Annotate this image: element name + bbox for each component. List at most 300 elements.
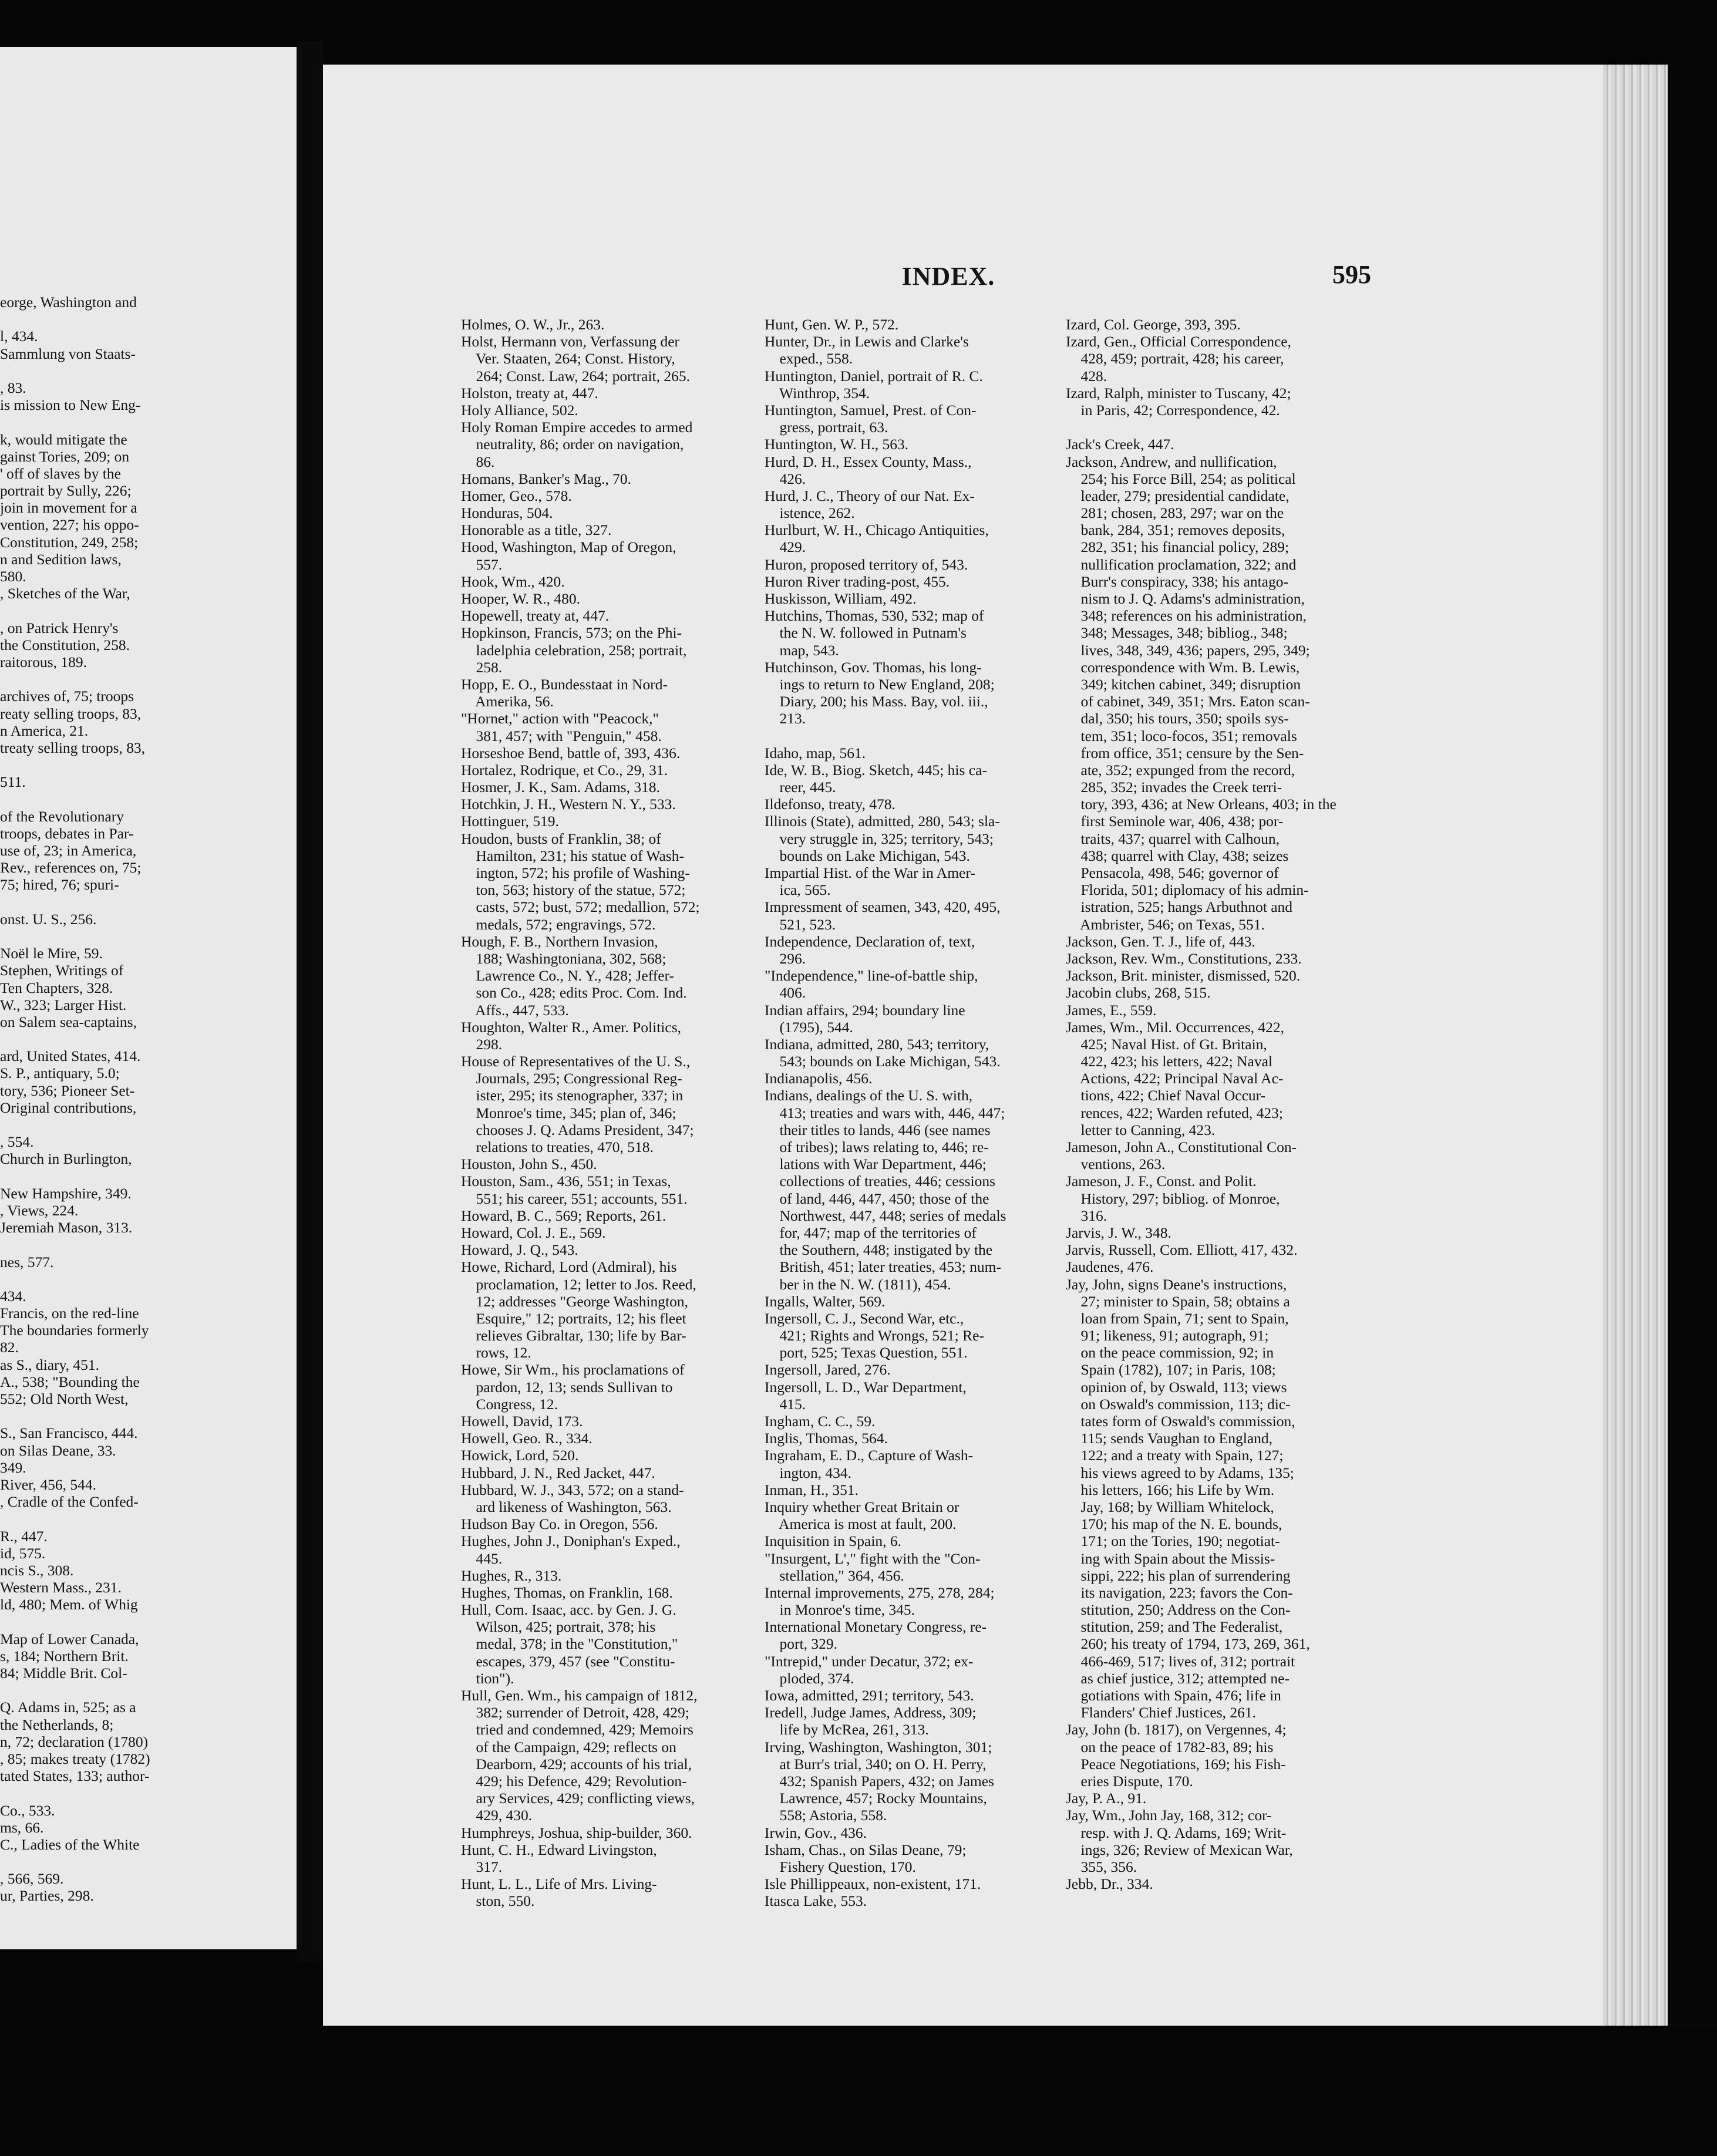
- index-entry-line: Indians, dealings of the U. S. with,: [765, 1087, 973, 1104]
- index-entry-line: Diary, 200; his Mass. Bay, vol. iii.,: [765, 693, 988, 710]
- index-entry-line: Illinois (State), admitted, 280, 543; sla-: [765, 813, 1000, 830]
- index-entry-line: Hopkinson, Francis, 573; on the Phi-: [461, 624, 682, 642]
- index-entry-line: Esquire," 12; portraits, 12; his fleet: [461, 1309, 686, 1327]
- index-entry-line: 382; surrender of Detroit, 428, 429;: [461, 1704, 689, 1722]
- facing-page-line: [0, 362, 289, 379]
- index-entry-line: tem, 351; loco-focos, 351; removals: [1066, 727, 1297, 745]
- index-entry-line: Ambrister, 546; on Texas, 551.: [1066, 915, 1265, 933]
- index-entry-line: lives, 348, 349, 436; papers, 295, 349;: [1066, 641, 1310, 659]
- index-entry-line: 258.: [461, 658, 503, 676]
- facing-page-line: as S., diary, 451.: [0, 1356, 100, 1373]
- index-entry-line: Isham, Chas., on Silas Deane, 79;: [765, 1841, 967, 1858]
- index-entry-line: Howick, Lord, 520.: [461, 1447, 579, 1464]
- facing-page-line: The boundaries formerly: [0, 1322, 149, 1339]
- index-entry-line: Humphreys, Joshua, ship-builder, 360.: [461, 1824, 692, 1841]
- index-entry-line: of cabinet, 349, 351; Mrs. Eaton scan-: [1066, 693, 1310, 710]
- facing-page-line: Jeremiah Mason, 313.: [0, 1219, 133, 1237]
- index-entry-line: ington, 572; his profile of Washing-: [461, 864, 690, 881]
- index-entry-line: eries Dispute, 170.: [1066, 1772, 1193, 1790]
- index-entry-line: 557.: [461, 555, 503, 573]
- index-entry-line: the Southern, 448; instigated by the: [765, 1241, 993, 1259]
- index-entry-line: Hough, F. B., Northern Invasion,: [461, 932, 658, 950]
- index-entry-line: escapes, 379, 457 (see "Constitu-: [461, 1652, 675, 1670]
- facing-page-line: C., Ladies of the White: [0, 1835, 140, 1853]
- index-entry-line: chooses J. Q. Adams President, 347;: [461, 1121, 694, 1138]
- index-entry-line: on Oswald's commission, 113; dic-: [1066, 1395, 1291, 1413]
- index-entry-line: casts, 572; bust, 572; medallion, 572;: [461, 898, 700, 916]
- facing-page-line: reaty selling troops, 83,: [0, 705, 142, 722]
- index-entry-line: for, 447; map of the territories of: [765, 1224, 977, 1241]
- index-entry-line: "Hornet," action with "Peacock,": [461, 710, 659, 727]
- index-entry-line: Hubbard, W. J., 343, 572; on a stand-: [461, 1481, 684, 1498]
- index-entry-line: Hooper, W. R., 480.: [461, 590, 580, 607]
- index-entry-line: Hamilton, 231; his statue of Wash-: [461, 847, 684, 864]
- index-entry-line: 521, 523.: [765, 915, 836, 933]
- index-entry-line: Wilson, 425; portrait, 378; his: [461, 1618, 656, 1636]
- facing-page-line: , Cradle of the Confed-: [0, 1493, 139, 1511]
- index-entry-line: Holst, Hermann von, Verfassung der: [461, 333, 680, 351]
- index-entry-line: Huntington, Daniel, portrait of R. C.: [765, 367, 983, 385]
- index-entry-line: in Monroe's time, 345.: [765, 1601, 915, 1619]
- index-entry-line: Journals, 295; Congressional Reg-: [461, 1070, 682, 1087]
- index-entry-line: Hunt, Gen. W. P., 572.: [765, 316, 899, 333]
- index-entry-line: tates form of Oswald's commission,: [1066, 1413, 1295, 1430]
- index-entry-line: 551; his career, 551; accounts, 551.: [461, 1190, 688, 1207]
- index-entry-line: ington, 434.: [765, 1464, 852, 1481]
- index-entry-line: map, 543.: [765, 641, 839, 659]
- index-entry-line: their titles to lands, 446 (see names: [765, 1121, 991, 1138]
- facing-page-line: 552; Old North West,: [0, 1390, 129, 1407]
- facing-page-line: 511.: [0, 773, 26, 791]
- index-entry-line: Ingersoll, C. J., Second War, etc.,: [765, 1309, 964, 1327]
- index-entry-line: Inglis, Thomas, 564.: [765, 1430, 888, 1447]
- index-entry-line: Itasca Lake, 553.: [765, 1892, 867, 1910]
- facing-page-line: Constitution, 249, 258;: [0, 533, 139, 551]
- index-entry-line: 348; Messages, 348; bibliog., 348;: [1066, 624, 1288, 642]
- index-entry-line: ary Services, 429; conflicting views,: [461, 1790, 695, 1807]
- index-entry-line: tried and condemned, 429; Memoirs: [461, 1721, 693, 1739]
- index-entry-line: Ildefonso, treaty, 478.: [765, 796, 895, 813]
- index-entry-line: 415.: [765, 1395, 806, 1413]
- facing-page-line: A., 538; "Bounding the: [0, 1373, 140, 1390]
- index-entry-line: Peace Negotiations, 169; his Fish-: [1066, 1755, 1286, 1773]
- index-entry-line: traits, 437; quarrel with Calhoun,: [1066, 830, 1280, 847]
- index-entry-line: Houston, Sam., 436, 551; in Texas,: [461, 1173, 671, 1190]
- index-entry-line: Huron, proposed territory of, 543.: [765, 555, 968, 573]
- facing-page-line: Original contributions,: [0, 1099, 137, 1116]
- index-entry-line: correspondence with Wm. B. Lewis,: [1066, 658, 1300, 676]
- index-entry-line: Hutchinson, Gov. Thomas, his long-: [765, 658, 982, 676]
- facing-page-line: nes, 577.: [0, 1253, 54, 1271]
- index-entry-line: 429.: [765, 538, 806, 556]
- index-entry-line: Monroe's time, 345; plan of, 346;: [461, 1104, 676, 1121]
- index-entry-line: Howell, Geo. R., 334.: [461, 1430, 592, 1447]
- index-entry-line: lations with War Department, 446;: [765, 1156, 987, 1173]
- facing-page-line: of the Revolutionary: [0, 807, 124, 825]
- index-entry-line: Indiana, admitted, 280, 543; territory,: [765, 1035, 989, 1053]
- index-entry-line: Idaho, map, 561.: [765, 744, 866, 762]
- index-entry-line: Isle Phillippeaux, non-existent, 171.: [765, 1875, 981, 1893]
- index-entry-line: Ver. Staaten, 264; Const. History,: [461, 350, 675, 368]
- index-entry-line: from office, 351; censure by the Sen-: [1066, 744, 1304, 762]
- index-entry-line: Howard, Col. J. E., 569.: [461, 1224, 606, 1241]
- index-entry-line: Inquisition in Spain, 6.: [765, 1532, 902, 1550]
- facing-page-line: n, 72; declaration (1780): [0, 1733, 149, 1750]
- index-entry-line: ploded, 374.: [765, 1669, 854, 1687]
- index-entry-line: nullification proclamation, 322; and: [1066, 555, 1297, 573]
- facing-page-line: raitorous, 189.: [0, 653, 87, 671]
- index-entry-line: Houghton, Walter R., Amer. Politics,: [461, 1018, 682, 1036]
- facing-page-line: , Sketches of the War,: [0, 585, 130, 602]
- index-entry-line: tory, 393, 436; at New Orleans, 403; in the: [1066, 796, 1336, 813]
- facing-page: [0, 47, 297, 1949]
- index-entry-line: Actions, 422; Principal Naval Ac-: [1066, 1070, 1284, 1087]
- index-entry-line: ings to return to New England, 208;: [765, 675, 995, 693]
- index-entry-line: Hughes, Thomas, on Franklin, 168.: [461, 1584, 673, 1601]
- index-entry-line: Fishery Question, 170.: [765, 1858, 916, 1875]
- index-entry-line: 432; Spanish Papers, 432; on James: [765, 1772, 994, 1790]
- index-entry-line: exped., 558.: [765, 350, 853, 368]
- index-entry-line: tion").: [461, 1669, 514, 1687]
- facing-page-line: [0, 790, 289, 807]
- index-entry-line: Dearborn, 429; accounts of his trial,: [461, 1755, 692, 1773]
- index-entry-line: ladelphia celebration, 258; portrait,: [461, 641, 687, 659]
- index-entry-line: 445.: [461, 1549, 503, 1567]
- index-entry-line: istration, 525; hangs Arbuthnot and: [1066, 898, 1293, 916]
- index-entry-line: Florida, 501; diplomacy of his admin-: [1066, 881, 1309, 899]
- index-entry-line: Holy Alliance, 502.: [461, 401, 578, 419]
- index-entry-line: rences, 422; Warden refuted, 423;: [1066, 1104, 1283, 1121]
- index-entry-line: Hook, Wm., 420.: [461, 572, 565, 590]
- index-entry-line: Izard, Ralph, minister to Tuscany, 42;: [1066, 384, 1291, 402]
- index-entry-line: Hughes, John J., Doniphan's Exped.,: [461, 1532, 681, 1550]
- index-entry-line: ber in the N. W. (1811), 454.: [765, 1275, 951, 1293]
- facing-page-line: Noël le Mire, 59.: [0, 945, 103, 962]
- index-entry-line: Internal improvements, 275, 278, 284;: [765, 1584, 995, 1601]
- index-entry-line: Lawrence Co., N. Y., 428; Jeffer-: [461, 967, 675, 985]
- index-entry-line: at Burr's trial, 340; on O. H. Perry,: [765, 1755, 987, 1773]
- index-entry-line: Inman, H., 351.: [765, 1481, 859, 1498]
- index-entry-line: Jarvis, J. W., 348.: [1066, 1224, 1171, 1241]
- index-entry-line: collections of treaties, 446; cessions: [765, 1173, 996, 1190]
- index-entry-line: Jay, John, signs Deane's instructions,: [1066, 1275, 1287, 1293]
- index-entry-line: reer, 445.: [765, 779, 836, 796]
- index-entry-line: ing with Spain about the Missis-: [1066, 1549, 1275, 1567]
- facing-page-line: Co., 533.: [0, 1801, 55, 1819]
- index-entry-line: James, Wm., Mil. Occurrences, 422,: [1066, 1018, 1285, 1036]
- index-entry-line: of tribes); laws relating to, 446; re-: [765, 1138, 989, 1156]
- index-entry-line: ate, 352; expunged from the record,: [1066, 761, 1295, 779]
- index-entry-line: 406.: [765, 984, 806, 1002]
- index-entry-line: Huron River trading-post, 455.: [765, 572, 950, 590]
- index-entry-line: 426.: [765, 470, 806, 487]
- index-entry-line: Jameson, J. F., Const. and Polit.: [1066, 1173, 1257, 1190]
- index-entry-line: 91; likeness, 91; autograph, 91;: [1066, 1327, 1269, 1345]
- index-entry-line: Jebb, Dr., 334.: [1066, 1875, 1153, 1893]
- index-entry-line: 421; Rights and Wrongs, 521; Re-: [765, 1327, 984, 1345]
- index-entry-line: Hubbard, J. N., Red Jacket, 447.: [461, 1464, 655, 1481]
- index-entry-line: bounds on Lake Michigan, 543.: [765, 847, 970, 864]
- facing-page-line: , 554.: [0, 1133, 34, 1151]
- book-gutter: [297, 41, 323, 1961]
- index-entry-line: Hughes, R., 313.: [461, 1567, 562, 1584]
- index-entry-line: Ide, W. B., Biog. Sketch, 445; his ca-: [765, 761, 987, 779]
- page-edges: [1603, 65, 1668, 2026]
- facing-page-line: [0, 1682, 289, 1699]
- facing-page-line: [0, 894, 289, 911]
- index-entry-line: Hottinguer, 519.: [461, 813, 559, 830]
- facing-page-line: tated States, 133; author-: [0, 1767, 150, 1785]
- facing-page-line: use of, 23; in America,: [0, 842, 137, 859]
- facing-page-line: 434.: [0, 1287, 26, 1305]
- index-entry-line: Ingersoll, L. D., War Department,: [765, 1378, 967, 1396]
- facing-page-line: ms, 66.: [0, 1818, 44, 1836]
- facing-page-line: S., San Francisco, 444.: [0, 1424, 138, 1442]
- facing-page-line: Stephen, Writings of: [0, 962, 124, 979]
- index-entry-line: Indianapolis, 456.: [765, 1070, 873, 1087]
- facing-page-line: River, 456, 544.: [0, 1475, 97, 1493]
- facing-page-line: , 566, 569.: [0, 1870, 64, 1888]
- index-entry-line: 422, 423; his letters, 422; Naval: [1066, 1053, 1272, 1070]
- index-entry-line: opinion of, by Oswald, 113; views: [1066, 1378, 1287, 1396]
- facing-page-line: ard, United States, 414.: [0, 1047, 141, 1065]
- facing-page-line: [0, 1236, 289, 1253]
- index-entry-line: Ingersoll, Jared, 276.: [765, 1361, 891, 1379]
- index-entry-line: medal, 378; in the "Constitution,": [461, 1635, 678, 1653]
- facing-page-column: [0, 294, 289, 1905]
- index-entry-line: port, 525; Texas Question, 551.: [765, 1344, 968, 1362]
- index-entry-line: Izard, Gen., Official Correspondence,: [1066, 333, 1291, 351]
- facing-page-line: id, 575.: [0, 1544, 46, 1562]
- index-entry-line: stellation," 364, 456.: [765, 1567, 904, 1584]
- index-entry-line: 115; sends Vaughan to England,: [1066, 1430, 1273, 1447]
- facing-page-line: Church in Burlington,: [0, 1150, 132, 1168]
- book-shadow: [1668, 65, 1717, 2026]
- index-entry-line: (1795), 544.: [765, 1018, 853, 1036]
- facing-page-line: [0, 671, 289, 688]
- facing-page-line: ur, Parties, 298.: [0, 1887, 94, 1905]
- index-entry-line: 429; his Defence, 429; Revolution-: [461, 1772, 687, 1790]
- index-column-3: [1066, 316, 1371, 1892]
- index-entry-line: ister, 295; its stenographer, 337; in: [461, 1087, 684, 1104]
- facing-page-line: [0, 1030, 289, 1047]
- index-entry-line: Winthrop, 354.: [765, 384, 870, 402]
- index-entry-line: 316.: [1066, 1207, 1107, 1224]
- index-entry-line: "Intrepid," under Decatur, 372; ex-: [765, 1652, 974, 1670]
- index-entry-line: Ingalls, Walter, 569.: [765, 1292, 886, 1310]
- facing-page-line: Rev., references on, 75;: [0, 859, 142, 877]
- facing-page-line: New Hampshire, 349.: [0, 1184, 132, 1202]
- index-entry-line: Huskisson, William, 492.: [765, 590, 917, 607]
- index-entry-line: Jackson, Rev. Wm., Constitutions, 233.: [1066, 949, 1302, 967]
- index-entry-line: 428.: [1066, 367, 1107, 385]
- index-entry-line: the N. W. followed in Putnam's: [765, 624, 967, 642]
- facing-page-line: on Silas Deane, 33.: [0, 1441, 116, 1459]
- index-entry-line: Houdon, busts of Franklin, 38; of: [461, 830, 661, 847]
- index-entry-line: his views agreed to by Adams, 135;: [1066, 1464, 1294, 1481]
- index-entry-line: Amerika, 56.: [461, 693, 554, 710]
- index-entry-line: Hull, Gen. Wm., his campaign of 1812,: [461, 1687, 698, 1704]
- facing-page-line: 349.: [0, 1458, 26, 1476]
- facing-page-line: [0, 1613, 289, 1630]
- index-entry-line: 413; treaties and wars with, 446, 447;: [765, 1104, 1005, 1121]
- index-entry-line: 317.: [461, 1858, 503, 1875]
- index-entry-line: rows, 12.: [461, 1344, 531, 1362]
- index-entry-line: "Independence," line-of-battle ship,: [765, 967, 978, 985]
- index-entry-line: 171; on the Tories, 190; negotiat-: [1066, 1532, 1280, 1550]
- index-entry-line: Indian affairs, 294; boundary line: [765, 1001, 965, 1019]
- index-entry-line: Howe, Sir Wm., his proclamations of: [461, 1361, 685, 1379]
- facing-page-line: Francis, on the red-line: [0, 1305, 139, 1322]
- index-entry-line: ventions, 263.: [1066, 1156, 1166, 1173]
- index-entry-line: loan from Spain, 71; sent to Spain,: [1066, 1309, 1289, 1327]
- index-entry-line: Hutchins, Thomas, 530, 532; map of: [765, 607, 984, 625]
- index-entry-line: 355, 356.: [1066, 1858, 1137, 1875]
- index-entry-line: America is most at fault, 200.: [765, 1515, 957, 1533]
- index-entry-line: Northwest, 447, 448; series of medals: [765, 1207, 1006, 1224]
- index-entry-line: Hunt, C. H., Edward Livingston,: [461, 1841, 657, 1858]
- facing-page-line: 84; Middle Brit. Col-: [0, 1665, 127, 1682]
- index-entry-line: Congress, 12.: [461, 1395, 558, 1413]
- index-entry-line: Affs., 447, 533.: [461, 1001, 569, 1019]
- facing-page-line: Sammlung von Staats-: [0, 345, 136, 362]
- index-entry-line: Jackson, Andrew, and nullification,: [1066, 453, 1277, 470]
- facing-page-line: ncis S., 308.: [0, 1561, 74, 1579]
- index-entry-line: Jay, Wm., John Jay, 168, 312; cor-: [1066, 1807, 1272, 1824]
- index-entry-line: Jay, John (b. 1817), on Vergennes, 4;: [1066, 1721, 1287, 1739]
- index-entry-line: Huntington, Samuel, Prest. of Con-: [765, 401, 977, 419]
- index-entry-line: 348; references on his administration,: [1066, 607, 1307, 625]
- index-entry-line: very struggle in, 325; territory, 543;: [765, 830, 994, 847]
- index-entry-line: Jaudenes, 476.: [1066, 1258, 1154, 1276]
- index-entry-line: on the peace of 1782-83, 89; his: [1066, 1738, 1274, 1756]
- index-entry-line: 281; chosen, 283, 297; war on the: [1066, 504, 1284, 522]
- index-entry-line: of land, 446, 447, 450; those of the: [765, 1190, 989, 1207]
- facing-page-line: R., 447.: [0, 1527, 48, 1545]
- facing-page-line: Ten Chapters, 328.: [0, 979, 113, 996]
- index-entry-line: port, 329.: [765, 1635, 837, 1653]
- index-entry-line: Huntington, W. H., 563.: [765, 436, 909, 453]
- facing-page-line: join in movement for a: [0, 499, 137, 517]
- index-entry-line: James, E., 559.: [1066, 1001, 1157, 1019]
- index-entry-line: gress, portrait, 63.: [765, 419, 888, 436]
- facing-page-line: portrait by Sully, 226;: [0, 482, 132, 500]
- index-entry-line: ton, 563; history of the statue, 572;: [461, 881, 686, 899]
- facing-page-line: [0, 1853, 289, 1870]
- index-entry-line: 296.: [765, 949, 806, 967]
- index-entry-line: Jarvis, Russell, Com. Elliott, 417, 432.: [1066, 1241, 1298, 1259]
- index-entry-line: Ingham, C. C., 59.: [765, 1413, 876, 1430]
- index-entry-line: 466-469, 517; lives of, 312; portrait: [1066, 1652, 1295, 1670]
- index-entry-line: Impartial Hist. of the War in Amer-: [765, 864, 975, 881]
- index-entry-line: tions, 422; Chief Naval Occur-: [1066, 1087, 1266, 1104]
- index-entry-line: Holy Roman Empire accedes to armed: [461, 419, 693, 436]
- index-entry-line: Homer, Geo., 578.: [461, 487, 572, 504]
- index-entry-line: Jackson, Gen. T. J., life of, 443.: [1066, 932, 1255, 950]
- facing-page-line: ' off of slaves by the: [0, 464, 121, 482]
- index-entry-line: Holmes, O. W., Jr., 263.: [461, 316, 605, 333]
- index-entry-line: Iowa, admitted, 291; territory, 543.: [765, 1687, 974, 1704]
- index-entry-line: stitution, 259; and The Federalist,: [1066, 1618, 1283, 1636]
- index-entry-line: 298.: [461, 1035, 503, 1053]
- index-entry-line: medals, 572; engravings, 572.: [461, 915, 656, 933]
- index-entry-line: Hurd, D. H., Essex County, Mass.,: [765, 453, 972, 470]
- index-entry-line: Hood, Washington, Map of Oregon,: [461, 538, 676, 556]
- facing-page-line: , Views, 224.: [0, 1201, 79, 1219]
- index-entry-line: leader, 279; presidential candidate,: [1066, 487, 1290, 504]
- index-entry-line: Independence, Declaration of, text,: [765, 932, 975, 950]
- index-entry-line: Howe, Richard, Lord (Admiral), his: [461, 1258, 677, 1276]
- index-entry-line: his letters, 166; his Life by Wm.: [1066, 1481, 1275, 1498]
- index-entry-line: 285, 352; invades the Creek terri-: [1066, 779, 1282, 796]
- index-entry-line: as chief justice, 312; attempted ne-: [1066, 1669, 1290, 1687]
- facing-page-line: S. P., antiquary, 5.0;: [0, 1064, 120, 1082]
- facing-page-line: l, 434.: [0, 328, 38, 345]
- index-entry-line: in Paris, 42; Correspondence, 42.: [1066, 401, 1280, 419]
- index-entry-line: Hurlburt, W. H., Chicago Antiquities,: [765, 521, 989, 539]
- facing-page-line: is mission to New Eng-: [0, 396, 141, 414]
- index-entry-line: letter to Canning, 423.: [1066, 1121, 1216, 1138]
- index-entry-line: bank, 284, 351; removes deposits,: [1066, 521, 1285, 539]
- index-entry-line: Howard, B. C., 569; Reports, 261.: [461, 1207, 666, 1224]
- facing-page-line: , 85; makes treaty (1782): [0, 1750, 150, 1767]
- facing-page-line: W., 323; Larger Hist.: [0, 996, 127, 1013]
- facing-page-line: Q. Adams in, 525; as a: [0, 1699, 136, 1716]
- index-entry-line: Howell, David, 173.: [461, 1413, 583, 1430]
- index-entry-line: dal, 350; his tours, 350; spoils sys-: [1066, 710, 1289, 727]
- facing-page-line: [0, 602, 289, 619]
- facing-page-line: gainst Tories, 209; on: [0, 447, 130, 465]
- facing-page-line: Western Mass., 231.: [0, 1579, 122, 1596]
- index-entry-line: Jacobin clubs, 268, 515.: [1066, 984, 1211, 1002]
- facing-page-line: [0, 1116, 289, 1133]
- index-entry-line: Hopp, E. O., Bundesstaat in Nord-: [461, 675, 668, 693]
- facing-page-line: Map of Lower Canada,: [0, 1630, 139, 1648]
- index-entry-line: ard likeness of Washington, 563.: [461, 1498, 672, 1515]
- index-entry-line: relieves Gibraltar, 130; life by Bar-: [461, 1327, 686, 1345]
- index-entry-line: Jay, P. A., 91.: [1066, 1790, 1147, 1807]
- index-entry-line: 254; his Force Bill, 254; as political: [1066, 470, 1296, 487]
- index-entry-line: Hull, Com. Isaac, acc. by Gen. J. G.: [461, 1601, 676, 1619]
- facing-page-line: vention, 227; his oppo-: [0, 516, 139, 534]
- facing-page-line: 580.: [0, 568, 26, 585]
- page-number: 595: [1332, 260, 1371, 289]
- index-entry-line: 170; his map of the N. E. bounds,: [1066, 1515, 1282, 1533]
- index-entry-line: 86.: [461, 453, 495, 470]
- facing-page-line: [0, 1271, 289, 1288]
- index-entry-line: Burr's conspiracy, 338; his antago-: [1066, 572, 1288, 590]
- index-entry-line: relations to treaties, 470, 518.: [461, 1138, 654, 1156]
- facing-page-line: ld, 480; Mem. of Whig: [0, 1596, 138, 1613]
- index-entry-line: Horseshoe Bend, battle of, 393, 436.: [461, 744, 681, 762]
- index-entry-line: Jameson, John A., Constitutional Con-: [1066, 1138, 1297, 1156]
- index-entry-line: Ingraham, E. D., Capture of Wash-: [765, 1447, 974, 1464]
- index-entry-line: Jackson, Brit. minister, dismissed, 520.: [1066, 967, 1301, 985]
- facing-page-line: the Netherlands, 8;: [0, 1716, 114, 1733]
- index-entry-line: Hunter, Dr., in Lewis and Clarke's: [765, 333, 969, 351]
- index-entry-line: nism to J. Q. Adams's administration,: [1066, 590, 1305, 607]
- facing-page-line: tory, 536; Pioneer Set-: [0, 1082, 135, 1099]
- facing-page-line: s, 184; Northern Brit.: [0, 1647, 129, 1665]
- facing-page-line: [0, 311, 289, 328]
- index-entry-line: 543; bounds on Lake Michigan, 543.: [765, 1053, 1001, 1070]
- index-entry-line: life by McRea, 261, 313.: [765, 1721, 929, 1739]
- index-entry-line: pardon, 12, 13; sends Sullivan to: [461, 1378, 673, 1396]
- index-entry-line: Flanders' Chief Justices, 261.: [1066, 1704, 1257, 1722]
- index-entry-line: of the Campaign, 429; reflects on: [461, 1738, 676, 1756]
- index-entry-line: on the peace commission, 92; in: [1066, 1344, 1274, 1362]
- index-entry-line: British, 451; later treaties, 453; num-: [765, 1258, 1001, 1276]
